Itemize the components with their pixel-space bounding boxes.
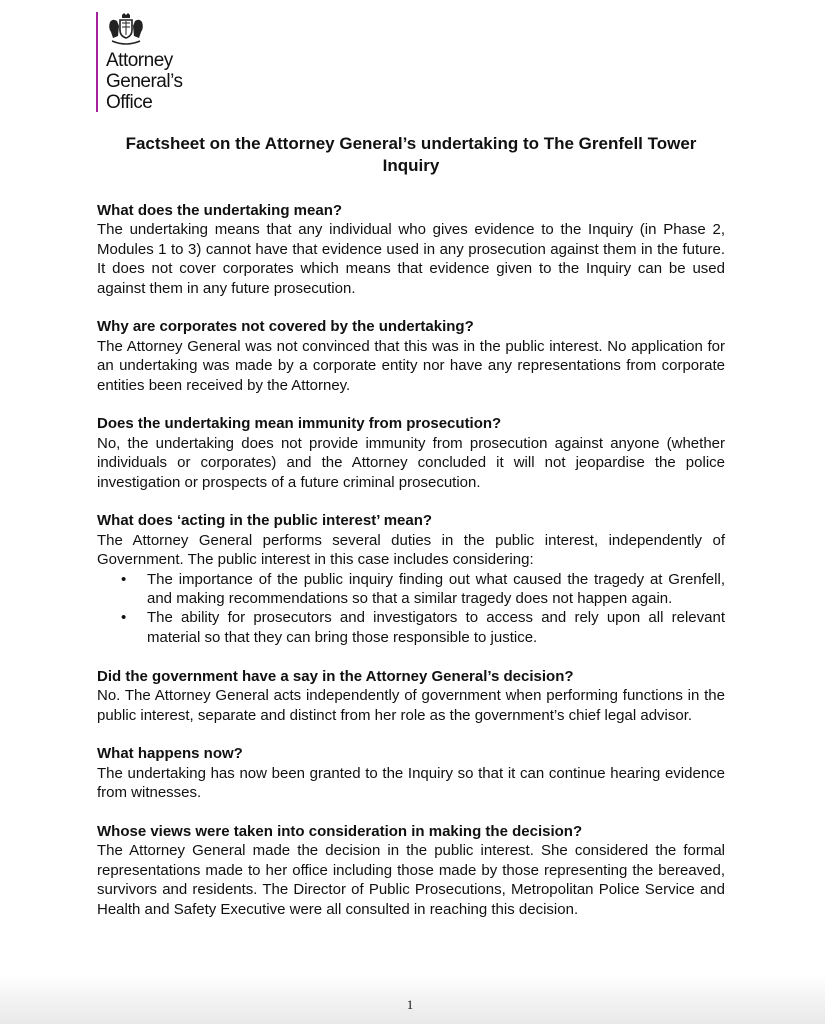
bullet-text: The ability for prosecutors and investigators to access and rely upon all relevant material so that they can bring those responsible to justice. bbox=[147, 609, 725, 646]
factsheet-body bbox=[97, 201, 725, 938]
faq-answer: The Attorney General made the decision in the public interest. She considered the formal representations made to her office including those made by those representing the bereaved, survivors and residents. The Director of Public Prosecutions, Metropolitan Police Service and Health and Safety Executive were all consulted in reaching this decision. bbox=[97, 842, 725, 918]
faq-answer: No, the undertaking does not provide immunity from prosecution against anyone (whether individuals or corporates) and the Attorney concluded it will not jeopardise the police investigation or prospects of a future criminal prosecution. bbox=[97, 434, 725, 491]
bullet-list bbox=[97, 570, 725, 648]
faq-section bbox=[97, 511, 725, 647]
faq-answer: The undertaking has now been granted to the Inquiry so that it can continue hearing evidence from witnesses. bbox=[97, 764, 725, 802]
faq-question: What happens now? bbox=[97, 745, 243, 763]
bullet-text: The importance of the public inquiry finding out what caused the tragedy at Grenfell, and making recommendations so that a similar tragedy does not happen again. bbox=[147, 570, 725, 608]
faq-question: Does the undertaking mean immunity from prosecution? bbox=[97, 415, 502, 433]
bullet-icon: • bbox=[121, 609, 127, 627]
faq-section bbox=[97, 317, 725, 395]
document-title: Factsheet on the Attorney General’s undertaking to The Grenfell Tower Inquiry bbox=[125, 134, 697, 175]
faq-answer: The Attorney General was not convinced that this was in the public interest. No application for an undertaking was made by a corporate entity nor have any representations from corporate entities been received by the Attorney. bbox=[97, 337, 725, 394]
faq-answer: No. The Attorney General acts independently of government when performing functions in the public interest, separate and distinct from her role as the government’s chief legal advisor. bbox=[97, 687, 725, 724]
bullet-item bbox=[121, 608, 725, 647]
faq-section bbox=[97, 201, 725, 298]
faq-question: What does the undertaking mean? bbox=[97, 202, 343, 219]
page-number: 1 bbox=[406, 997, 414, 1012]
logo-text bbox=[106, 50, 182, 113]
logo-line: Office bbox=[106, 92, 153, 113]
faq-question: Why are corporates not covered by the undertaking? bbox=[97, 318, 474, 336]
bullet-item bbox=[121, 570, 725, 609]
faq-section bbox=[97, 414, 725, 492]
bullet-icon: • bbox=[121, 570, 127, 588]
logo-line: General’s bbox=[106, 71, 183, 92]
faq-question: What does ‘acting in the public interest’ mean? bbox=[97, 512, 433, 530]
faq-answer: The Attorney General performs several duties in the public interest, independently of Government. The public interest in this case includes considering: bbox=[97, 531, 725, 569]
faq-section bbox=[97, 667, 725, 725]
faq-section bbox=[97, 744, 725, 802]
faq-section bbox=[97, 822, 725, 919]
logo-line: Attorney bbox=[106, 50, 173, 71]
logo-accent-bar bbox=[96, 12, 98, 112]
faq-question: Whose views were taken into consideration in making the decision? bbox=[97, 822, 583, 840]
faq-question: Did the government have a say in the Attorney General’s decision? bbox=[97, 667, 574, 685]
royal-coat-of-arms-icon bbox=[106, 12, 146, 48]
faq-answer: The undertaking means that any individual who gives evidence to the Inquiry (in Phase 2, Modules 1 to 3) cannot have that evidence used in any prosecution against them in the future. It does not cover corporates which means that evidence given to the Inquiry can be used against them in any future prosecution. bbox=[97, 221, 725, 297]
